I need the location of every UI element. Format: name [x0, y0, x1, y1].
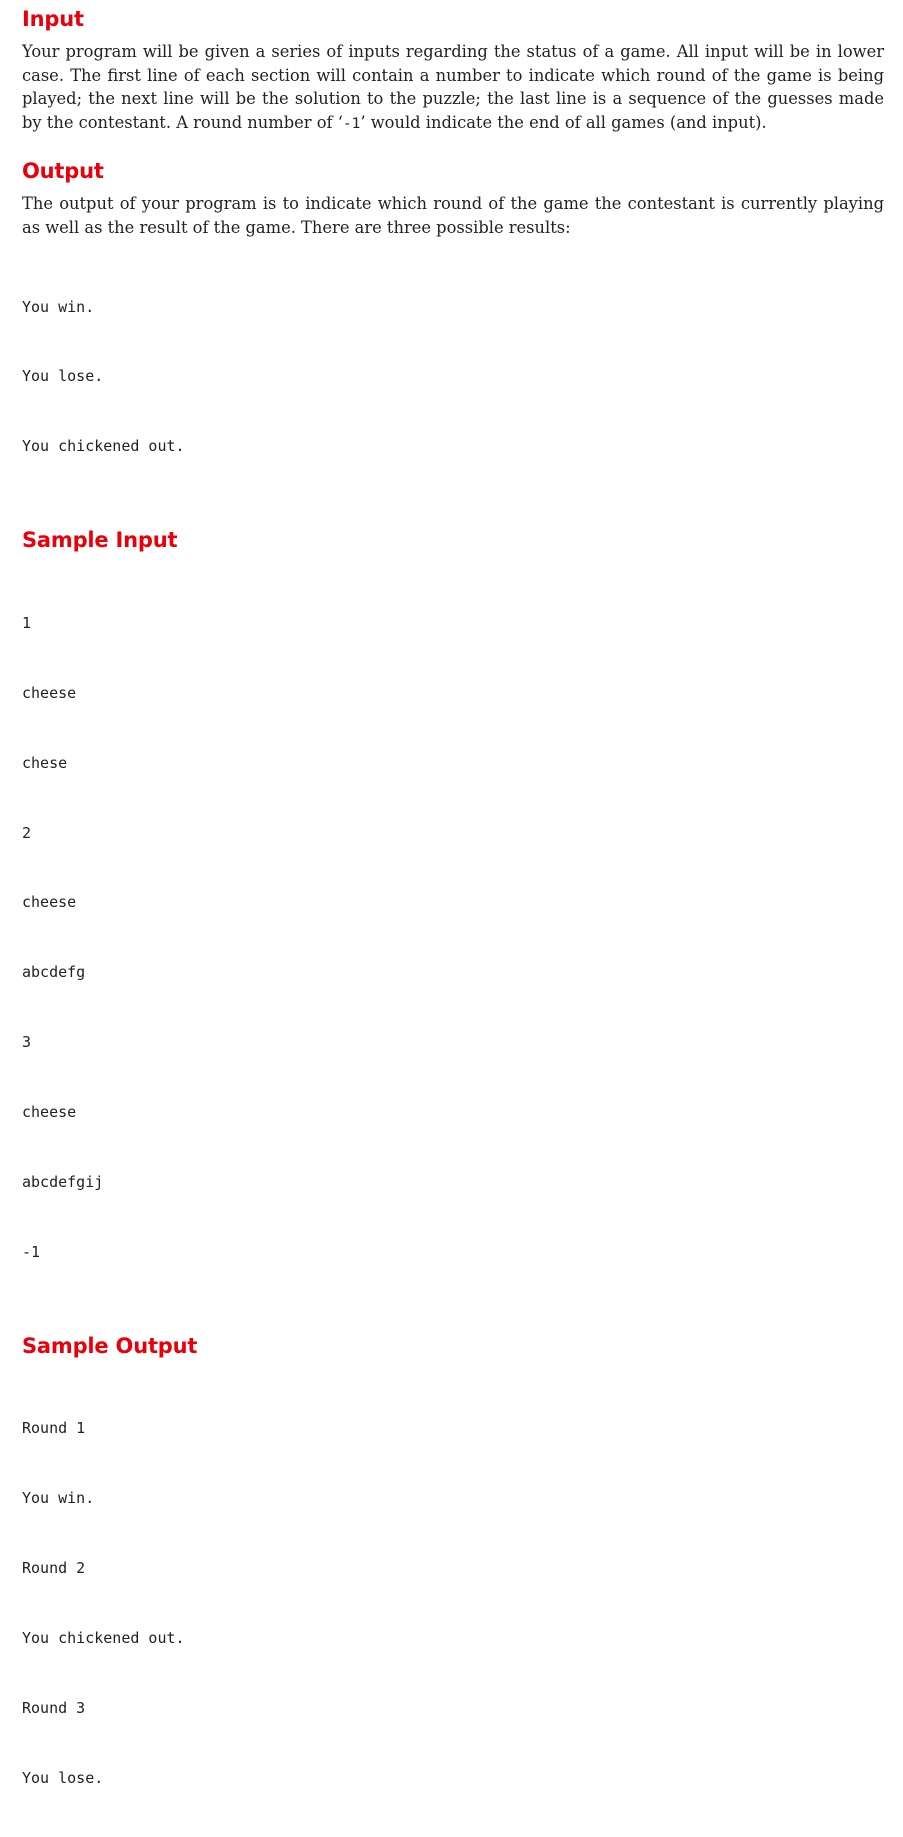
- sample-input-line: cheese: [22, 1103, 77, 1122]
- sample-input-block: [22, 565, 884, 1311]
- sample-output-line: You chickened out.: [22, 1629, 185, 1648]
- results-list: [22, 249, 884, 505]
- sample-input-line: cheese: [22, 683, 77, 702]
- sample-input-line: abcdefg: [22, 963, 86, 982]
- input-terminator-code: -1: [342, 115, 361, 132]
- sample-input-line: 2: [22, 823, 32, 842]
- sample-input-heading: Sample Input: [22, 528, 178, 553]
- sample-input-line: -1: [22, 1242, 41, 1261]
- input-description-text-2: ’ would indicate the end of all games (and input).: [360, 112, 767, 132]
- result-line: You lose.: [22, 367, 104, 386]
- sample-input-line: cheese: [22, 893, 77, 912]
- sample-output-line: Round 1: [22, 1419, 86, 1438]
- sample-output-block: [22, 1371, 884, 1837]
- sample-output-line: You lose.: [22, 1768, 104, 1787]
- sample-input-line: 1: [22, 613, 32, 632]
- sample-input-line: 3: [22, 1033, 32, 1052]
- sample-input-line: chese: [22, 753, 68, 772]
- output-description: The output of your program is to indicate which round of the game the contestant is currently playing as well as the result of the game. There are three possible results:: [22, 194, 884, 237]
- sample-input-line: abcdefgij: [22, 1172, 104, 1191]
- sample-output-line: You win.: [22, 1489, 95, 1508]
- input-description: [22, 40, 884, 136]
- sample-output-line: Round 3: [22, 1698, 86, 1717]
- output-heading: Output: [22, 159, 104, 183]
- problem-page: [22, 4, 884, 1837]
- sample-output-line: Round 2: [22, 1559, 86, 1578]
- input-heading: Input: [22, 7, 84, 31]
- input-description-text-1: Your program will be given a series of inputs regarding the status of a game. All input will be in lower case. The first line of each section will contain a number to indicate which round of the game is being played; the next line will be the solution to the puzzle; the last line is a sequence of the guesses made by the contestant. A round number of ‘: [22, 42, 884, 132]
- sample-output-heading: Sample Output: [22, 1333, 198, 1358]
- result-line: You chickened out.: [22, 437, 185, 456]
- result-line: You win.: [22, 297, 95, 316]
